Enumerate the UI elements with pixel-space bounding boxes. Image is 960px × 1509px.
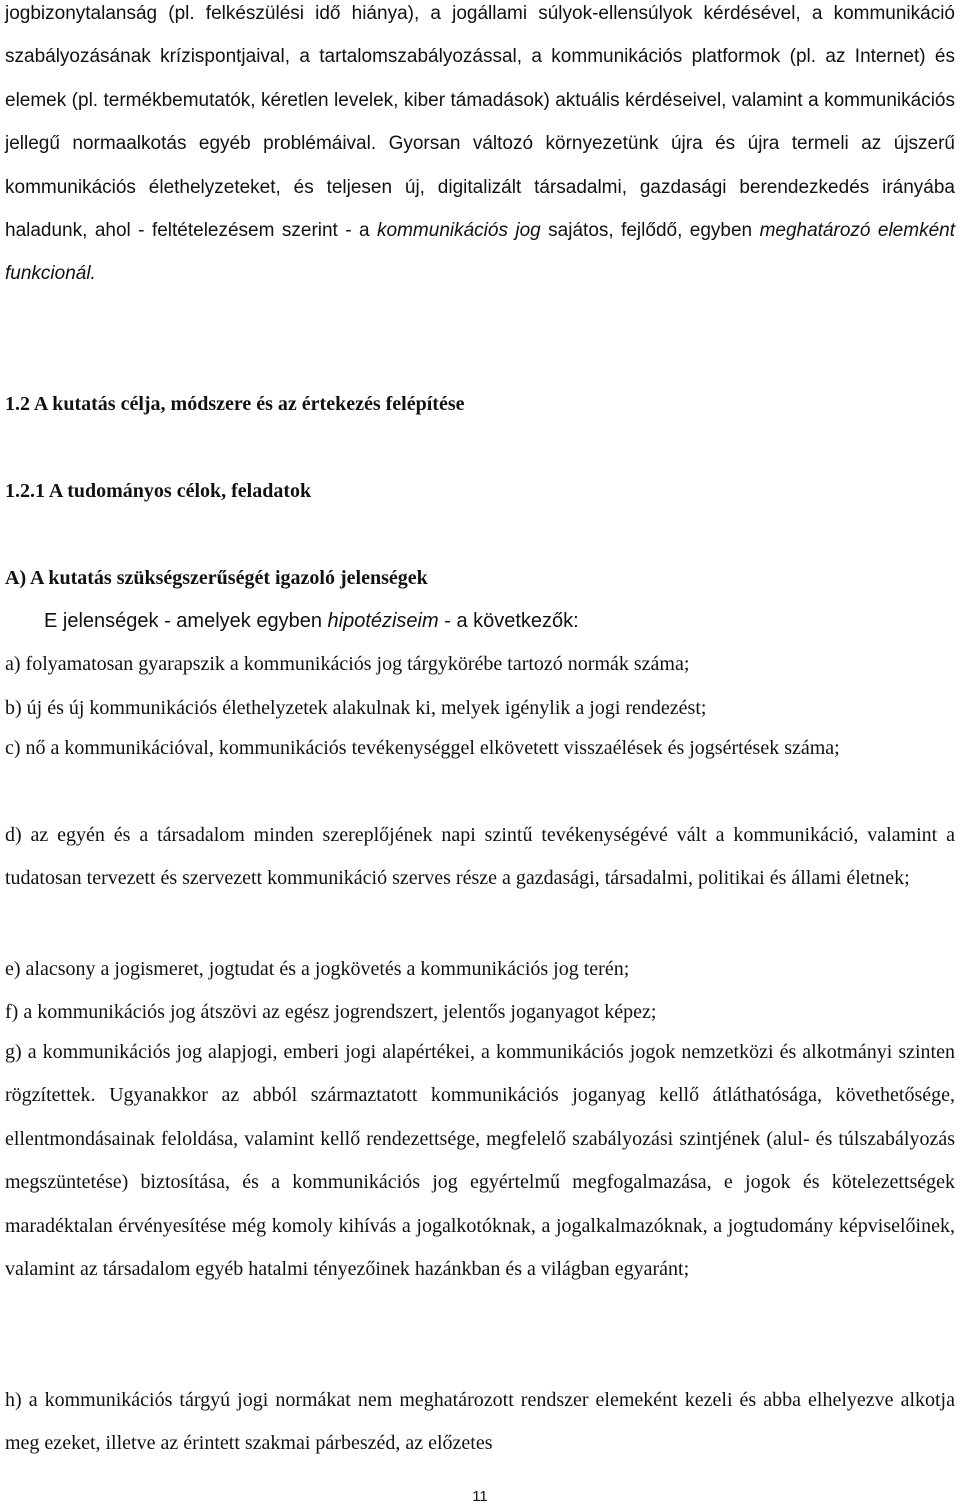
list-item-g: g) a kommunikációs jog alapjogi, emberi jogi alapértékei, a kommunikációs jogok nemzetközi és alkotmányi szinten rögzítettek. Ugyanakkor az abból származtatott kommunikációs joganyag kellő átláthatósága, követhetősége, ellentmondásainak feloldása, valamint kellő rendezettsége, megfelelő szabályozási szintjének (alul- és túlszabályozás megszüntetése) biztosítása, és a kommunikációs jog egyértelmű megfogalmazása, e jogok és kötelezettségek maradéktalan érvényesítése még komoly kihívás a jogalkotóknak, a jogalkalmazóknak, a jogtudomány képviselőinek, valamint az társadalom egyéb hatalmi tényezőinek hazánkban és a világban egyaránt; <box>5 1041 955 1281</box>
hypothesis-italic: hipotéziseim <box>327 610 439 632</box>
section-heading-1-2: 1.2 A kutatás célja, módszere és az értekezés felépítése <box>5 393 465 415</box>
intro-text-3: sajátos, fejlődő, egyben <box>540 220 760 242</box>
list-item-f: f) a kommunikációs jog átszövi az egész jogrendszert, jelentős joganyagot képez; <box>5 1001 657 1023</box>
intro-paragraph <box>5 0 955 296</box>
list-item-h: h) a kommunikációs tárgyú jogi normákat nem meghatározott rendszer elemeként kezeli és abba elhelyezve alkotja meg ezeket, illetve az érintett szakmai párbeszéd, az előzetes <box>5 1389 955 1455</box>
list-item-e: e) alacsony a jogismeret, jogtudat és a jogkövetés a kommunikációs jog terén; <box>5 958 630 980</box>
intro-italic-2: meghatározó elemként funkcionál. <box>5 220 955 285</box>
list-item-b: b) új és új kommunikációs élethelyzetek alakulnak ki, melyek igénylik a jogi rendezést; <box>5 697 707 719</box>
section-heading-1-2-1: 1.2.1 A tudományos célok, feladatok <box>5 480 312 502</box>
page-number: 11 <box>472 1488 488 1505</box>
list-item-a: a) folyamatosan gyarapszik a kommunikációs jog tárgykörébe tartozó normák száma; <box>5 653 690 675</box>
intro-text-2: Gyorsan változó környezetünk újra és újra termeli az újszerű kommunikációs élethelyzeteket, és teljesen új, digitalizált társadalmi, gazdasági berendezkedés irányába haladunk, ahol - feltételezésem szerint - a <box>5 133 955 242</box>
hypothesis-after: - a következők: <box>438 610 579 632</box>
intro-italic-1: kommunikációs jog <box>377 220 541 242</box>
list-item-c: c) nő a kommunikációval, kommunikációs tevékenységgel elkövetett visszaélések és jogsértések száma; <box>5 737 840 759</box>
list-item-d: d) az egyén és a társadalom minden szereplőjének napi szintű tevékenységévé vált a kommunikáció, valamint a tudatosan tervezett és szervezett kommunikáció szerves része a gazdasági, társadalmi, politikai és állami életnek; <box>5 824 955 890</box>
hypothesis-before: E jelenségek - amelyek egyben <box>44 610 328 632</box>
intro-text-1: jogbizonytalanság (pl. felkészülési idő hiánya), a jogállami súlyok-ellensúlyok kérdésével, a kommunikáció szabályozásának krízispontjaival, a tartalomszabályozással, a kommunikációs platformok (pl. az Internet) és elemek (pl. termékbemutatók, kéretlen levelek, kiber támadások) aktuális kérdéseivel, valamint a kommunikációs jellegű normaalkotás egyéb problémáival. <box>5 3 955 155</box>
hypothesis-intro <box>44 609 579 633</box>
subsection-heading-a: A) A kutatás szükségszerűségét igazoló jelenségek <box>5 567 428 589</box>
